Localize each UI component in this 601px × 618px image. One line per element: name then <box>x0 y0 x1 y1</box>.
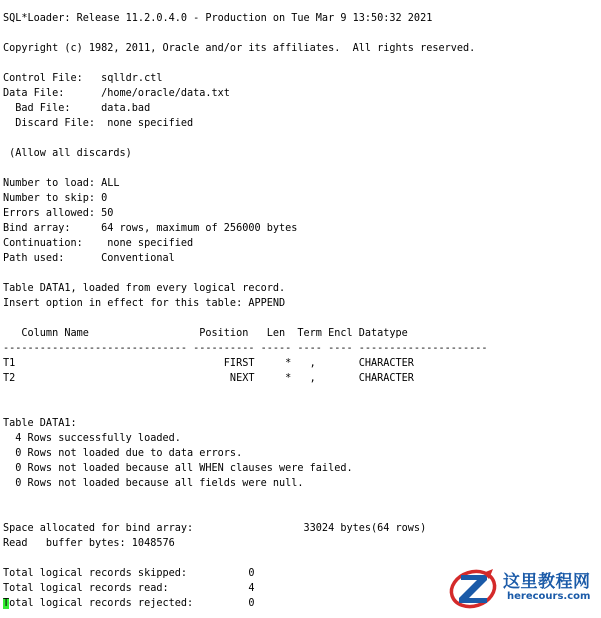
terminal-line: (Allow all discards) <box>3 148 132 159</box>
terminal-line: 4 Rows successfully loaded. <box>3 433 181 444</box>
terminal-line-last <box>3 596 254 611</box>
terminal-line: Read buffer bytes: 1048576 <box>3 538 175 549</box>
terminal-line: Bind array: 64 rows, maximum of 256000 bytes <box>3 223 298 234</box>
terminal-line: Number to skip: 0 <box>3 193 108 204</box>
terminal-cursor: T <box>3 598 10 609</box>
terminal-line: Total logical records skipped: 0 <box>3 568 255 579</box>
terminal-line: Bad File: data.bad <box>3 103 151 114</box>
site-watermark <box>447 563 597 613</box>
terminal-line: Table DATA1: <box>3 418 77 429</box>
terminal-line: T1 FIRST * , CHARACTER <box>3 358 414 369</box>
terminal-line: T2 NEXT * , CHARACTER <box>3 373 414 384</box>
terminal-line: Column Name Position Len Term Encl Datatype <box>3 328 408 339</box>
terminal-line: SQL*Loader: Release 11.2.0.4.0 - Production on Tue Mar 9 13:50:32 2021 <box>3 13 433 24</box>
z-logo-icon <box>447 565 499 611</box>
terminal-line: Table DATA1, loaded from every logical record. <box>3 283 286 294</box>
terminal-line: ------------------------------ ---------- ----- ---- ---- --------------------- <box>3 343 488 354</box>
terminal-line: Insert option in effect for this table: APPEND <box>3 298 286 309</box>
terminal-line: Space allocated for bind array: 33024 bytes(64 rows) <box>3 523 427 534</box>
terminal-line: Total logical records read: 4 <box>3 583 255 594</box>
terminal-line: Copyright (c) 1982, 2011, Oracle and/or its affiliates. All rights reserved. <box>3 43 476 54</box>
terminal-line: Path used: Conventional <box>3 253 175 264</box>
terminal-line: Control File: sqlldr.ctl <box>3 73 163 84</box>
terminal-line: Data File: /home/oracle/data.txt <box>3 88 230 99</box>
terminal-line: Number to load: ALL <box>3 178 120 189</box>
terminal-line: 0 Rows not loaded because all fields were null. <box>3 478 304 489</box>
watermark-title: 这里教程网 <box>503 572 591 592</box>
terminal-line: Errors allowed: 50 <box>3 208 114 219</box>
terminal-line: 0 Rows not loaded due to data errors. <box>3 448 243 459</box>
terminal-line-text: otal logical records rejected: 0 <box>9 598 255 609</box>
terminal-line: Discard File: none specified <box>3 118 194 129</box>
watermark-url: herecours.com <box>507 591 591 602</box>
terminal-line: 0 Rows not loaded because all WHEN clauses were failed. <box>3 463 353 474</box>
terminal-line: Continuation: none specified <box>3 238 194 249</box>
